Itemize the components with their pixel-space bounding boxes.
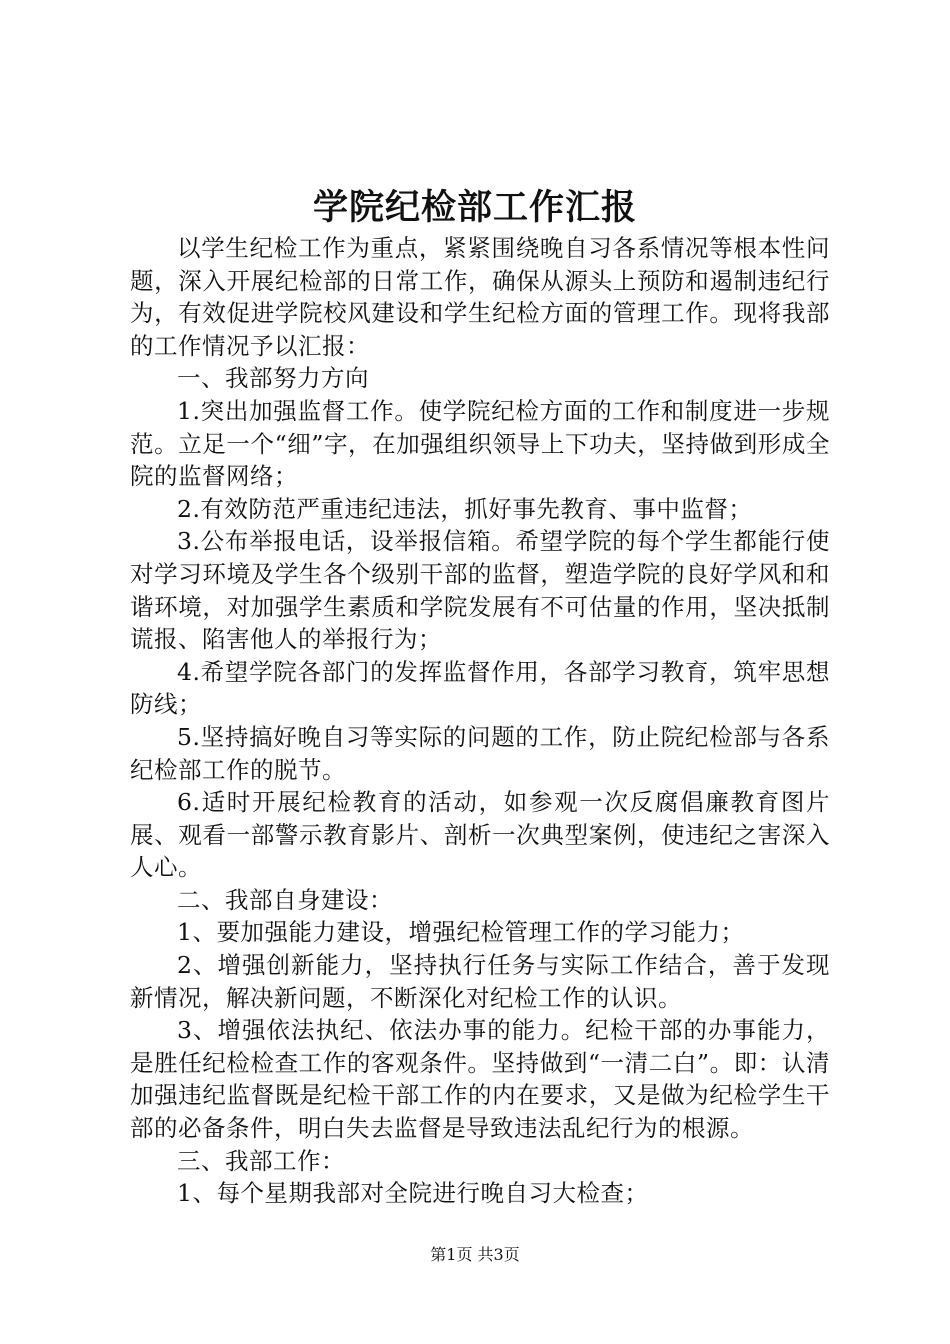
list-item: 3.公布举报电话，设举报信箱。希望学院的每个学生都能行使对学习环境及学生各个级别干部的监督，塑造学院的良好学风和和谐环境，对加强学生素质和学院发展有不可估量的作用，坚决抵制谎报、陷害他人的举报行为； — [130, 527, 830, 654]
list-item: 2.有效防范严重违纪违法，抓好事先教育、事中监督； — [177, 494, 753, 523]
document-body — [130, 232, 830, 1210]
list-item: 5.坚持搞好晚自习等实际的问题的工作，防止院纪检部与各系纪检部工作的脱节。 — [130, 722, 830, 784]
list-item: 6.适时开展纪检教育的活动，如参观一次反腐倡廉教育图片展、观看一部警示教育影片、剖析一次典型案例，使违纪之害深入人心。 — [130, 788, 830, 882]
section-heading-3: 三、我部工作： — [177, 1146, 345, 1175]
intro-paragraph: 以学生纪检工作为重点，紧紧围绕晚自习各系情况等根本性问题，深入开展纪检部的日常工作，确保从源头上预防和遏制违纪行为，有效促进学院校风建设和学生纪检方面的管理工作。现将我部的工作情况予以汇报： — [130, 234, 830, 360]
list-item: 3、增强依法执纪、依法办事的能力。纪检干部的办事能力，是胜任纪检检查工作的客观条件。坚持做到“一清二白”。即：认清加强违纪监督既是纪检干部工作的内在要求，又是做为纪检学生干部的必备条件，明白失去监督是导致违法乱纪行为的根源。 — [130, 1016, 830, 1143]
section-heading-1: 一、我部努力方向 — [177, 364, 369, 393]
page-number-footer: 第1页 共3页 — [430, 1245, 520, 1264]
list-item: 1、每个星期我部对全院进行晚自习大检查； — [177, 1179, 649, 1208]
list-item: 1、要加强能力建设，增强纪检管理工作的学习能力； — [177, 918, 745, 947]
list-item: 2、增强创新能力，坚持执行任务与实际工作结合，善于发现新情况，解决新问题，不断深化对纪检工作的认识。 — [130, 951, 830, 1012]
section-heading-2: 二、我部自身建设： — [177, 885, 393, 914]
list-item: 1.突出加强监督工作。使学院纪检方面的工作和制度进一步规范。立足一个“细”字，在加强组织领导上下功夫，坚持做到形成全院的监督网络； — [130, 396, 830, 491]
list-item: 4.希望学院各部门的发挥监督作用，各部学习教育，筑牢思想防线； — [130, 657, 830, 719]
document-title: 学院纪检部工作汇报 — [312, 187, 637, 228]
